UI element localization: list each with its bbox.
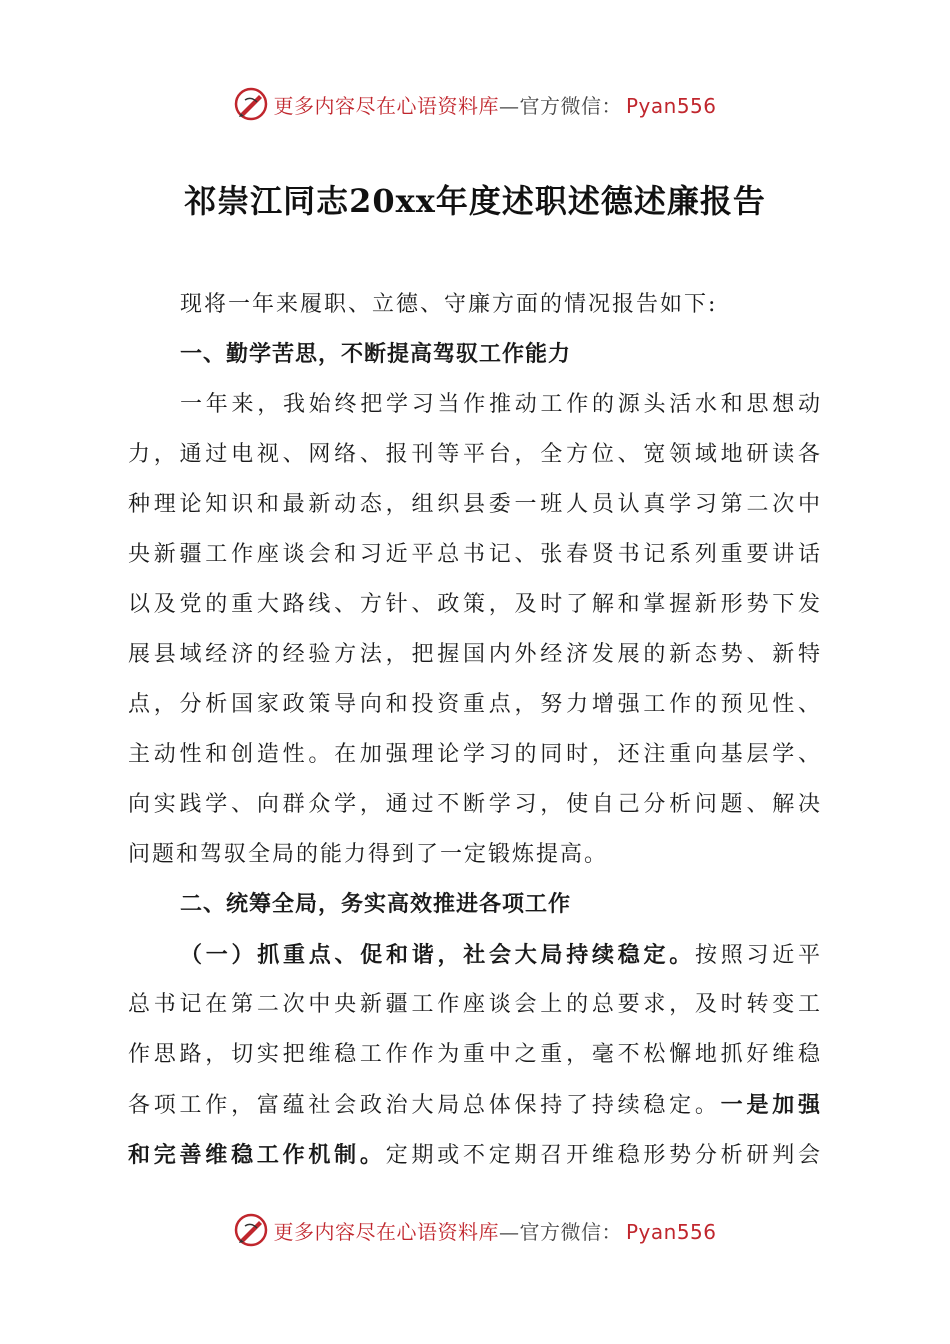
banner-wechat-id: Pyan556	[625, 93, 717, 118]
subsection-1-bold-text: 一是加强	[720, 1092, 822, 1118]
section-1-line: 问题和驾驭全局的能力得到了一定锻炼提高。	[128, 842, 609, 867]
subsection-1-line	[128, 1080, 822, 1130]
pen-logo-icon	[233, 1212, 269, 1248]
subsection-1-line	[128, 1130, 822, 1180]
subsection-1-title: （一）抓重点、促和谐，社会大局持续稳定。	[180, 942, 695, 968]
header-banner	[0, 84, 950, 124]
section-1-line: 力，通过电视、网络、报刊等平台，全方位、宽领域地研读各	[128, 442, 822, 467]
banner-wechat-id: Pyan556	[625, 1219, 717, 1244]
section-1-line: 向实践学、向群众学，通过不断学习，使自己分析问题、解决	[128, 792, 822, 817]
subsection-1-text: 按照习近平	[694, 943, 822, 968]
subsection-1-text: 各项工作，富蕴社会政治大局总体保持了持续稳定。	[128, 1093, 721, 1118]
section-1-line: 种理论知识和最新动态，组织县委一班人员认真学习第二次中	[128, 492, 822, 517]
banner-official-text: 官方微信：	[519, 1219, 622, 1244]
footer-banner	[0, 1210, 950, 1250]
subsection-1-first-line	[128, 930, 822, 980]
intro-paragraph: 现将一年来履职、立德、守廉方面的情况报告如下:	[180, 292, 718, 317]
section-1-line: 点，分析国家政策导向和投资重点，努力增强工作的预见性、	[128, 692, 822, 717]
subsection-1-text: 定期或不定期召开维稳形势分析研判会	[385, 1143, 822, 1168]
section-1-line: 以及党的重大路线、方针、政策，及时了解和掌握新形势下发	[128, 592, 822, 617]
banner-text	[273, 90, 716, 119]
banner-dash: —	[498, 93, 520, 118]
document-title: 祁崇江同志20xx年度述职述德述廉报告	[184, 182, 766, 220]
section-1-line: 主动性和创造性。在加强理论学习的同时，还注重向基层学、	[128, 742, 822, 767]
banner-main-text: 更多内容尽在心语资料库	[273, 93, 499, 118]
subsection-1-bold-text: 和完善维稳工作机制。	[128, 1142, 386, 1168]
subsection-1-line: 作思路，切实把维稳工作作为重中之重，毫不松懈地抓好维稳	[128, 1042, 822, 1067]
document-body	[128, 280, 822, 1180]
section-1-line: 展县域经济的经验方法，把握国内外经济发展的新态势、新特	[128, 642, 822, 667]
banner-text	[273, 1216, 716, 1245]
section-1-heading: 一、勤学苦思，不断提高驾驭工作能力	[180, 342, 572, 367]
section-1-line: 一年来，我始终把学习当作推动工作的源头活水和思想动	[180, 392, 822, 417]
section-1-line: 央新疆工作座谈会和习近平总书记、张春贤书记系列重要讲话	[128, 542, 822, 567]
banner-official-text: 官方微信：	[519, 93, 622, 118]
subsection-1-line: 总书记在第二次中央新疆工作座谈会上的总要求，及时转变工	[128, 992, 822, 1017]
banner-dash: —	[498, 1219, 520, 1244]
pen-logo-icon	[233, 86, 269, 122]
banner-main-text: 更多内容尽在心语资料库	[273, 1219, 499, 1244]
section-2-heading: 二、统筹全局，务实高效推进各项工作	[180, 892, 572, 917]
